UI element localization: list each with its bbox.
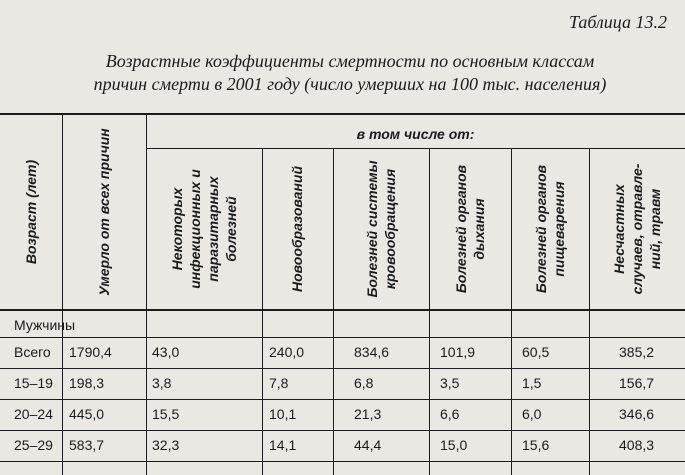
body-rule-3: [262, 337, 263, 475]
body-rule-5: [429, 337, 430, 475]
caption-line-2: причин смерти в 2001 году (число умерших на 100 тыс. населения): [93, 74, 607, 94]
header-circulatory-line: Болезней системы: [364, 160, 380, 298]
row-1-neoplasms: 240,0: [269, 344, 305, 360]
col-rule-circulatory: [429, 148, 430, 337]
header-digestive-line: пищеварения: [551, 181, 567, 277]
header-total: Умерло от всех причин: [96, 128, 112, 296]
row-2-respiratory: 3,5: [440, 375, 460, 391]
row-1-respiratory: 101,9: [440, 344, 476, 360]
header-external-line: случаев, отравле-: [629, 163, 645, 295]
header-infectious-line: паразитарных: [205, 176, 221, 282]
section-men: Мужчины: [14, 317, 76, 333]
row-1-external: 385,2: [619, 344, 655, 360]
row-4-infectious: 32,3: [152, 437, 180, 453]
header-respiratory-line: Болезней органов: [453, 164, 469, 294]
body-rule-7: [589, 337, 590, 475]
row-1-digestive: 60,5: [522, 344, 550, 360]
header-respiratory: [452, 165, 488, 293]
body-rule-4: [333, 337, 334, 475]
row-2-infectious: 3,8: [152, 375, 172, 391]
col-rule-total: [146, 113, 147, 337]
table-caption: [40, 50, 660, 96]
row-2-external: 156,7: [619, 375, 655, 391]
header-bottom-rule: [0, 309, 685, 311]
table-top-rule: [0, 113, 685, 115]
table-number: Таблица 13.2: [568, 12, 667, 32]
body-rule-1: [62, 337, 63, 475]
row-2-age: 15–19: [14, 375, 53, 391]
row-1-total: 1790,4: [69, 344, 112, 360]
col-rule-neoplasms: [333, 148, 334, 337]
row-2-neoplasms: 7,8: [269, 375, 289, 391]
col-rule-digestive: [589, 148, 590, 337]
row-4-respiratory: 15,0: [440, 437, 468, 453]
row-rule-1: [0, 368, 685, 369]
row-2-total: 198,3: [69, 375, 105, 391]
row-4-neoplasms: 14,1: [269, 437, 297, 453]
header-neoplasms: [288, 166, 306, 292]
row-rule-4: [0, 461, 685, 462]
row-4-digestive: 15,6: [522, 437, 550, 453]
caption-line-1: Возрастные коэффициенты смертности по основным классам: [105, 51, 595, 71]
subheader-rule: [146, 148, 685, 149]
row-1-infectious: 43,0: [152, 344, 180, 360]
header-neoplasms-line: Новообразований: [289, 165, 305, 293]
row-2-digestive: 1,5: [522, 375, 542, 391]
header-age: Возраст (лет): [23, 159, 39, 265]
col-rule-age: [62, 113, 63, 337]
row-3-infectious: 15,5: [152, 406, 180, 422]
row-4-total: 583,7: [69, 437, 105, 453]
col-rule-respiratory: [511, 148, 512, 337]
row-1-age: Всего: [14, 344, 51, 360]
header-circulatory: [363, 160, 399, 297]
header-infectious: [168, 169, 240, 289]
row-3-digestive: 6,0: [522, 406, 542, 422]
row-3-neoplasms: 10,1: [269, 406, 297, 422]
row-2-circulatory: 6,8: [354, 375, 374, 391]
row-3-total: 445,0: [69, 406, 105, 422]
row-4-age: 25–29: [14, 437, 53, 453]
header-respiratory-line: дыхания: [471, 198, 487, 260]
body-rule-2: [146, 337, 147, 475]
row-3-age: 20–24: [14, 406, 53, 422]
row-rule-2: [0, 399, 685, 400]
row-3-respiratory: 6,6: [440, 406, 460, 422]
row-1-circulatory: 834,6: [354, 344, 390, 360]
header-external-line: ний, травм: [647, 188, 663, 270]
header-digestive-line: Болезней органов: [533, 164, 549, 294]
header-infectious-line: болезней: [223, 196, 239, 262]
row-3-circulatory: 21,3: [354, 406, 382, 422]
row-rule-3: [0, 430, 685, 431]
header-external-line: Несчастных: [611, 184, 627, 274]
body-rule-6: [511, 337, 512, 475]
header-circulatory-line: кровообращения: [382, 168, 398, 290]
header-digestive: [532, 165, 568, 293]
col-rule-infectious: [262, 148, 263, 337]
header-including: в том числе от:: [356, 126, 475, 142]
section-rule: [0, 337, 685, 338]
header-infectious-line: Некоторых: [169, 187, 185, 271]
row-4-circulatory: 44,4: [354, 437, 382, 453]
header-infectious-line: инфекционных и: [187, 169, 203, 289]
row-3-external: 346,6: [619, 406, 655, 422]
row-4-external: 408,3: [619, 437, 655, 453]
header-external: [610, 164, 664, 295]
